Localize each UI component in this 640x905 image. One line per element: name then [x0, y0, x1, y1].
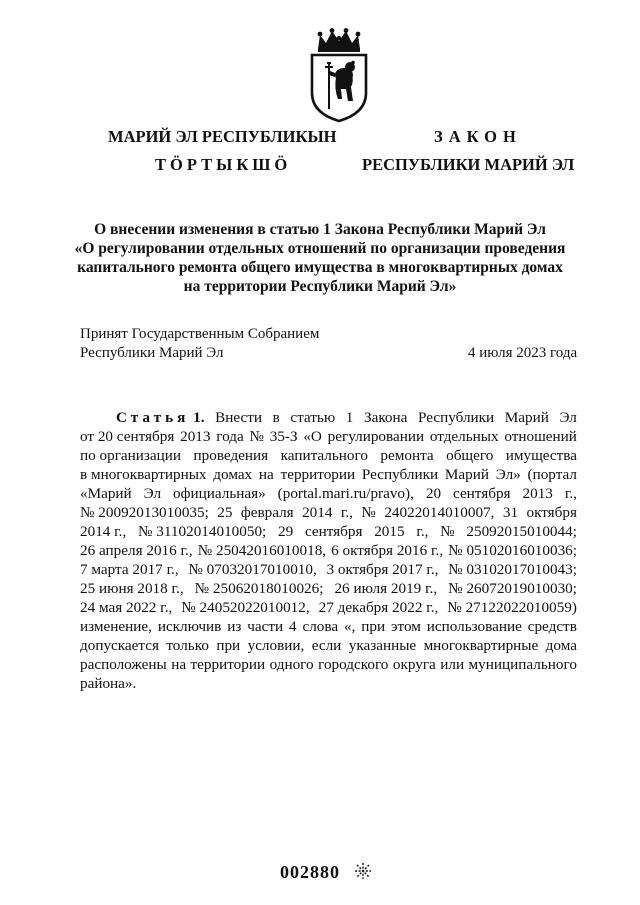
- article-word: (portal.mari.ru/pravo),: [277, 485, 414, 502]
- header-right-law-word: ЗАКОН: [434, 127, 522, 146]
- header-left-republic: МАРИЙ ЭЛ РЕСПУБЛИКЫН: [108, 127, 337, 146]
- article-word: 25 июня 2018 г.,: [80, 580, 184, 597]
- article-word: 25092015010044;: [466, 523, 577, 540]
- article-line: [80, 484, 577, 503]
- article-word: № 31102014010050;: [138, 523, 267, 540]
- adopted-by-line: Республики Марий Эл: [80, 345, 224, 361]
- article-word: сентября: [304, 523, 363, 540]
- article-word: года: [216, 428, 244, 445]
- article-word: г.,: [340, 504, 353, 521]
- asterisk-mark-icon: [354, 862, 372, 880]
- article-word: № 20092013010035;: [80, 504, 209, 521]
- article-word: 3 октября 2017 г.,: [326, 561, 439, 578]
- law-title-line: капитального ремонта общего имущества в многоквартирных домах: [77, 259, 563, 276]
- article-word: 27 декабря 2022 г.,: [318, 599, 439, 616]
- article-line: [80, 655, 577, 674]
- article-word: на: [171, 656, 187, 673]
- article-word: 2013: [180, 428, 211, 445]
- article-word: октября: [526, 504, 577, 521]
- article-word: слова: [302, 618, 339, 635]
- law-title-line: на территории Республики Марий Эл»: [183, 278, 457, 295]
- article-word: Марий: [504, 409, 549, 426]
- law-title: [60, 220, 580, 296]
- article-line: [80, 636, 577, 655]
- article-word: статью: [290, 409, 336, 426]
- article-line: [80, 446, 577, 465]
- article-word: дома: [545, 637, 577, 654]
- article-word: № 25042016010018,: [197, 542, 327, 559]
- article-word: одного: [269, 656, 314, 673]
- article-word: г.,: [564, 485, 577, 502]
- article-word: № 27122022010059): [447, 599, 577, 616]
- article-word: исключив: [157, 618, 222, 635]
- article-word: Закона: [363, 409, 408, 426]
- article-word: 29: [278, 523, 294, 540]
- article-word: № 25062018010026;: [194, 580, 324, 597]
- header-left-law-word: ТӦРТЫКШӦ: [155, 155, 292, 174]
- header-right-republic: РЕСПУБЛИКИ МАРИЙ ЭЛ: [362, 155, 575, 174]
- article-word: 2015: [374, 523, 405, 540]
- article-line: [80, 560, 577, 579]
- article-word: 31: [502, 504, 519, 521]
- article-word: ремонта: [380, 447, 434, 464]
- article-body: [80, 408, 577, 693]
- adopted-by-line: Принят Государственным Собранием: [80, 326, 320, 342]
- article-word: от 20 сентября: [80, 428, 175, 445]
- article-word: округа: [392, 656, 436, 673]
- article-word: отношений: [504, 428, 577, 445]
- article-line: [80, 522, 577, 541]
- article-word: отдельных: [429, 428, 499, 445]
- article-word: домах: [213, 466, 253, 483]
- article-word: имущества: [505, 447, 577, 464]
- article-word: 2014 г.,: [80, 523, 127, 540]
- article-word: Эл: [143, 485, 162, 502]
- article-line: [80, 617, 577, 636]
- article-word: регулировании: [327, 428, 425, 445]
- article-word: № 05102016010036;: [448, 542, 577, 559]
- article-word: если: [311, 637, 342, 654]
- article-word: 35-З: [269, 428, 298, 445]
- article-word: или: [440, 656, 465, 673]
- article-word: Эл: [559, 409, 577, 426]
- article-line: [80, 541, 577, 560]
- article-word: Внести: [215, 409, 262, 426]
- article-word: многоквартирные: [423, 637, 539, 654]
- article-word: общего: [446, 447, 494, 464]
- article-word: муниципального: [468, 656, 577, 673]
- article-word: Эл»: [495, 466, 521, 483]
- article-word: «О: [303, 428, 322, 445]
- article-word: в многоквартирных: [80, 466, 207, 483]
- article-word: 2014: [302, 504, 333, 521]
- article-word: только: [166, 637, 209, 654]
- article-line: [80, 598, 577, 617]
- article-line: [80, 465, 577, 484]
- article-word: (портал: [527, 466, 577, 483]
- article-word: территории: [190, 656, 266, 673]
- article-word: 24022014010007,: [384, 504, 495, 521]
- article-word: в: [272, 409, 280, 426]
- article-word: расположены: [80, 656, 167, 673]
- article-word: № 24052022010012,: [181, 599, 310, 616]
- article-word: средств: [527, 618, 577, 635]
- law-title-line: О внесении изменения в статью 1 Закона Республики Марий Эл: [94, 221, 546, 238]
- article-word: из: [227, 618, 242, 635]
- document-serial-number: 002880: [280, 862, 340, 882]
- adopted-by: [80, 325, 319, 363]
- article-word: 7 марта 2017 г.,: [80, 561, 179, 578]
- article-word: капитального: [280, 447, 368, 464]
- article-word: допускается: [80, 637, 159, 654]
- coat-of-arms-bear-icon: [306, 27, 372, 123]
- article-line: [80, 674, 577, 693]
- article-word: этом: [390, 618, 421, 635]
- article-word: по организации: [80, 447, 182, 464]
- article-word: № 26072019010030;: [448, 580, 577, 597]
- article-word: при: [361, 618, 386, 635]
- article-word: района».: [80, 675, 137, 692]
- article-word: «,: [343, 618, 356, 635]
- article-word: Марий: [444, 466, 489, 483]
- article-word: 2013: [522, 485, 553, 502]
- article-word: при: [216, 637, 241, 654]
- article-word: № 03102017010043;: [448, 561, 577, 578]
- article-word: 26 июля 2019 г.,: [334, 580, 438, 597]
- article-word: г.,: [416, 523, 429, 540]
- article-word: № 07032017010010,: [188, 561, 317, 578]
- article-word: №: [249, 428, 264, 445]
- article-word: указанные: [348, 637, 417, 654]
- article-word: 20: [425, 485, 442, 502]
- article-word: №: [361, 504, 376, 521]
- article-line: [80, 579, 577, 598]
- article-line: [80, 408, 577, 427]
- article-word: 4: [289, 618, 297, 635]
- article-word: 25: [217, 504, 233, 521]
- article-word: 6 октября 2016 г.,: [331, 542, 444, 559]
- law-title-line: «О регулировании отдельных отношений по организации проведения: [74, 240, 566, 257]
- article-line: [80, 427, 577, 446]
- article-word: Республики: [417, 409, 495, 426]
- article-word: городского: [318, 656, 389, 673]
- article-line: [80, 503, 577, 522]
- article-word: проведения: [193, 447, 269, 464]
- article-word: февраля: [240, 504, 294, 521]
- adopted-date: 4 июля 2023 года: [468, 345, 578, 361]
- article-word: №: [440, 523, 455, 540]
- article-word: условии,: [247, 637, 305, 654]
- article-word: 26 апреля 2016 г.,: [80, 542, 193, 559]
- article-word: сентября: [453, 485, 511, 502]
- article-word: на: [258, 466, 274, 483]
- article-word: изменение,: [80, 618, 152, 635]
- article-word: «Марий: [80, 485, 132, 502]
- article-label: Статья 1.: [116, 409, 205, 426]
- article-word: Республики: [361, 466, 439, 483]
- article-word: части: [247, 618, 284, 635]
- article-word: территории: [280, 466, 356, 483]
- article-word: 1: [345, 409, 354, 426]
- article-word: 24 мая 2022 г.,: [80, 599, 173, 616]
- article-lines: [80, 427, 577, 674]
- article-word: официальная»: [173, 485, 266, 502]
- article-word: использование: [426, 618, 522, 635]
